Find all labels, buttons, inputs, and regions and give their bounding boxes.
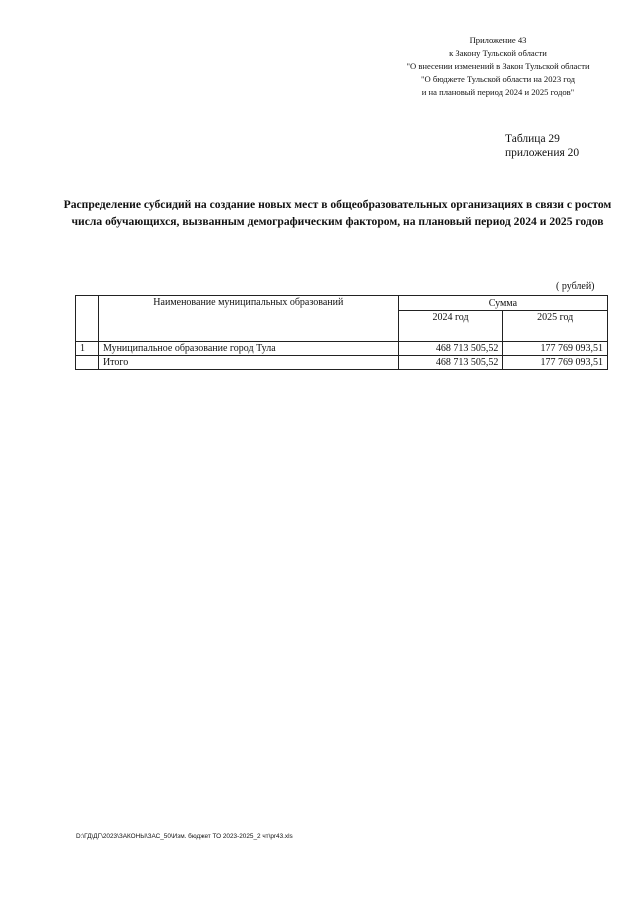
header-sum-cell: Сумма — [398, 296, 607, 311]
table-number: Таблица 29 — [505, 133, 560, 145]
header-year-2024: 2024 год — [398, 311, 503, 342]
total-name: Итого — [98, 356, 398, 370]
appendix-line: Приложение 43 — [469, 35, 527, 45]
header-name-cell: Наименование муниципальных образований — [98, 296, 398, 342]
row-value-2025: 177 769 093,51 — [503, 342, 608, 356]
appendix-header — [388, 34, 608, 99]
total-num — [76, 356, 99, 370]
file-path-footer: D:\ГД\ДГ\2023\ЗАКОНЫ\ЗАС_50\Изм. бюджет ТО 2023-2025_2 чт\pr43.xls — [76, 833, 293, 840]
row-num: 1 — [76, 342, 99, 356]
table-row — [76, 342, 608, 356]
total-value-2025: 177 769 093,51 — [503, 356, 608, 370]
unit-label: ( рублей) — [556, 281, 595, 292]
appendix-line: "О бюджете Тульской области на 2023 год — [421, 74, 575, 84]
table-header-row — [76, 296, 608, 311]
row-value-2024: 468 713 505,52 — [398, 342, 503, 356]
appendix-line: к Закону Тульской области — [449, 48, 547, 58]
row-name: Муниципальное образование город Тула — [98, 342, 398, 356]
total-value-2024: 468 713 505,52 — [398, 356, 503, 370]
subsidy-table — [75, 295, 608, 370]
table-appendix-ref: приложения 20 — [505, 147, 580, 159]
header-num-cell — [76, 296, 99, 342]
table-total-row — [76, 356, 608, 370]
table-reference — [505, 132, 579, 160]
header-year-2025: 2025 год — [503, 311, 608, 342]
appendix-line: "О внесении изменений в Закон Тульской области — [406, 61, 590, 71]
appendix-line: и на плановый период 2024 и 2025 годов" — [421, 87, 575, 97]
document-title: Распределение субсидий на создание новых мест в общеобразовательных организациях в связи с ростом числа обучающихся, вызванным демографическим фактором, на плановый период 2024 и 2025 годов — [63, 198, 612, 228]
